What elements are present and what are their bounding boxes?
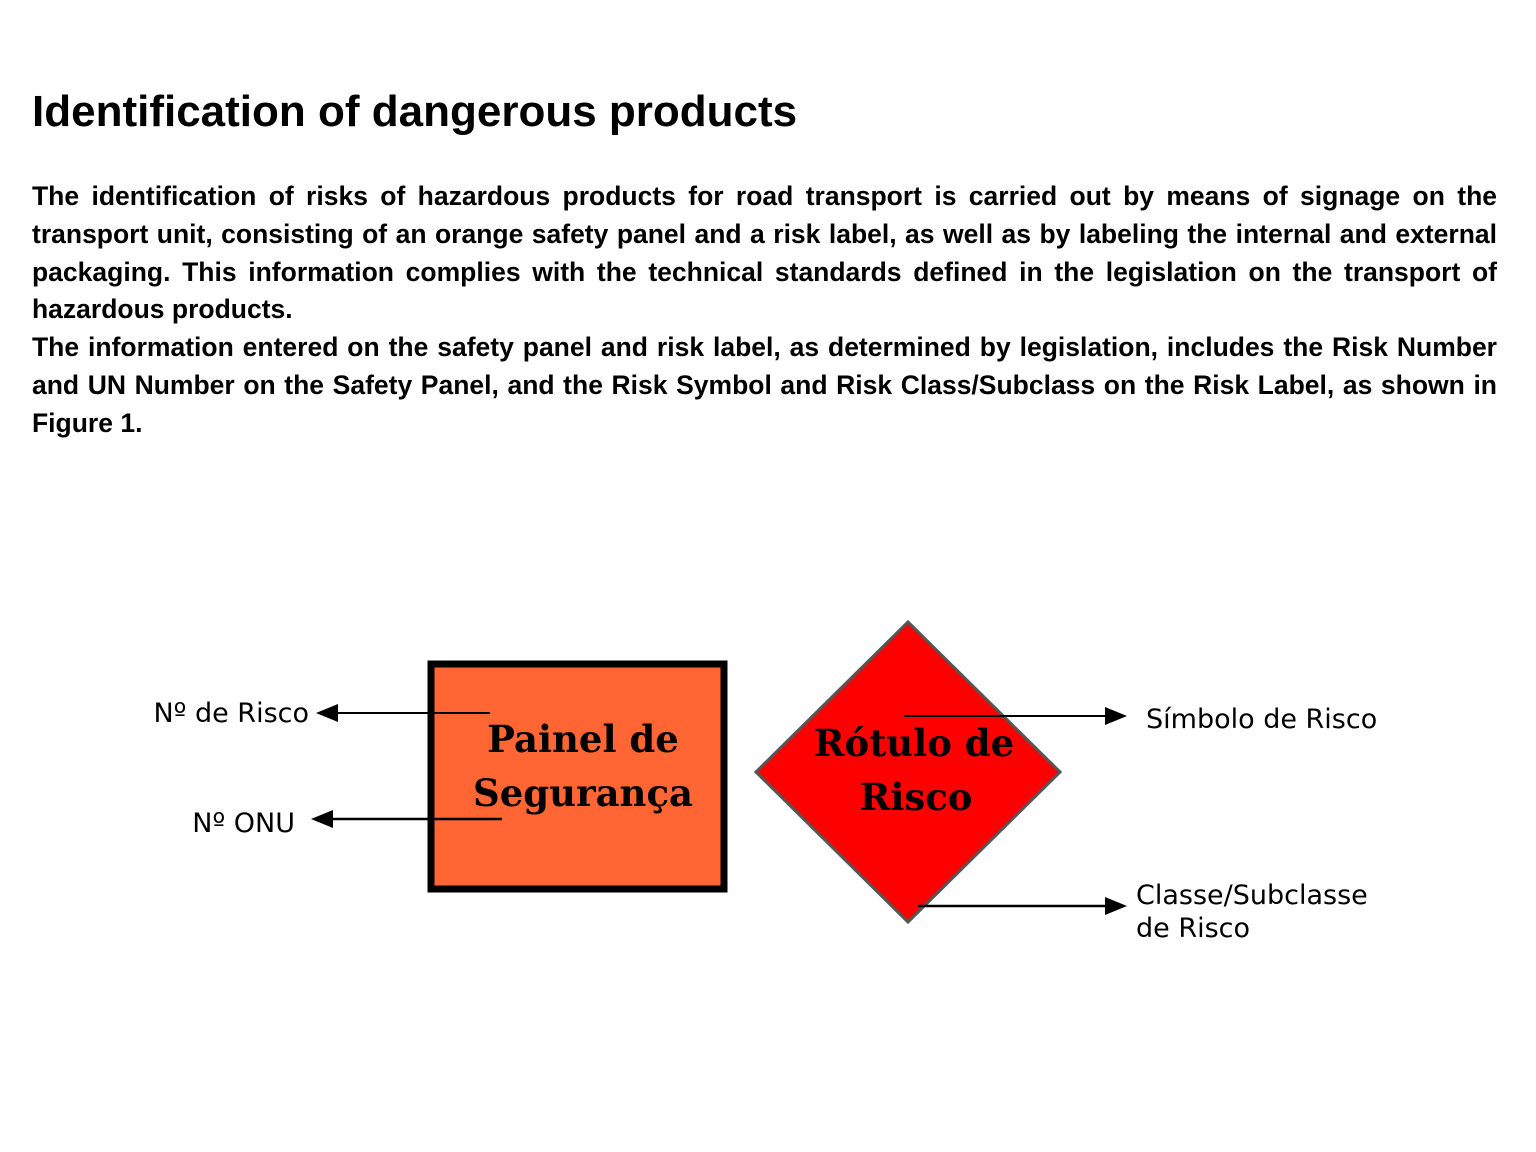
arrow-risk-symbol-head: [1105, 707, 1127, 725]
risk-label-line1: Rótulo de: [813, 721, 1015, 765]
label-risk-class-line2: de Risco: [1136, 913, 1251, 944]
paragraph-1: The identification of risks of hazardous products for road transport is carried out by means of signage on the transport unit, consisting of an orange safety panel and a risk label, as well as by labeling the internal and external packaging. This information complies with the technical standards defined in the legislation on the transport of hazardous products.: [32, 181, 1497, 325]
safety-panel-label-line2: Segurança: [473, 771, 693, 815]
risk-label-line2: Risco: [859, 775, 973, 819]
safety-panel-label-line1: Painel de: [487, 717, 679, 761]
paragraph-2: The information entered on the safety panel and risk label, as determined by legislation, includes the Risk Number and UN Number on the Safety Panel, and the Risk Symbol and Risk Class/Subclass on the Risk Label, as shown in Figure 1.: [32, 332, 1497, 438]
page-title: Identification of dangerous products: [32, 87, 798, 136]
arrow-un-number-head: [311, 810, 333, 828]
arrow-risk-number-head: [316, 704, 338, 722]
risk-label-diamond: [756, 622, 1060, 922]
arrow-risk-class-head: [1105, 897, 1127, 915]
label-risk-number: Nº de Risco: [153, 698, 309, 729]
label-risk-class-line1: Classe/Subclasse: [1136, 880, 1368, 911]
label-risk-symbol: Símbolo de Risco: [1146, 704, 1378, 735]
label-un-number: Nº ONU: [192, 808, 295, 839]
